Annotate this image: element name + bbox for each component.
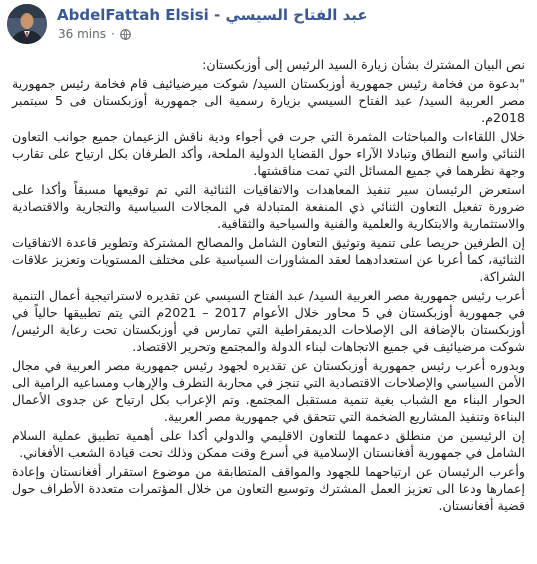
post-text [12,56,525,516]
post-meta [58,27,131,41]
post-paragraph: "بدعوة من فخامة رئيس جمهورية أوزبكستان السيد/ شوكت ميرضيائيف قام فخامة رئيس جمهورية مصر العربية السيد/ عبد الفتاح السيسي بزيارة رسمية الى جمهورية أوزبكستان فى 5 سبتمبر 2018م. [12,76,525,125]
post-paragraph: وبدوره أعرب رئيس جمهورية أوزبكستان عن تقديره لجهود رئيس جمهورية مصر العربية في مجال الأمن السياسي والإصلاحات الاقتصادية التي تنجز في محاربة التطرف والإرهاب ومساعيه الرامية الى الحوار البناء مع الشباب بغية تنمية مستقبل المجتمع. وتم الإعراب بكل ارتياح عن جدوى الأعمال البناءة وتنفيذ المشاريع الضخمة التي تتحقق في جمهورية مصر العربية. [12,358,525,424]
post-paragraph: خلال اللقاءات والمباحثات المثمرة التي جرت في أجواء ودية ناقش الزعيمان جميع جوانب التعاون الثنائي واسع النطاق وتبادلا الآراء حول القضايا الدولية الملحة، وأكد الطرفان بكل ارتياح على تقارب وجهة نظرهما في جميع المسائل التي تمت مناقشتها. [12,129,525,178]
avatar[interactable] [7,4,47,44]
author-name[interactable]: AbdelFattah Elsisi - عبد الفتاح السيسي [57,6,368,24]
globe-icon[interactable] [120,29,131,40]
profile-photo [7,4,47,44]
post-paragraph: نص البيان المشترك بشأن زيارة السيد الرئيس إلى أوزبكستان: [202,57,525,72]
post-paragraph: إن الرئيسين من منطلق دعمهما للتعاون الاقليمي والدولي أكدا على أهمية تطبيق عملية السلام الشامل في جمهورية أفغانستان الإسلامية في أسرع وقت ممكن وذلك تحت قيادة الشعب الأفغاني. [12,428,525,460]
separator-dot: · [110,27,115,41]
post-paragraph: وأعرب الرئيسان عن ارتياحهما للجهود والمواقف المتطابقة من موضوع استقرار أفغانستان وإعادة إعمارها ودعا الى تعزيز العمل المشترك وتوسيع التعاون من خلال المؤتمرات متعددة الأطراف حول قضية أفغانستان. [12,464,525,513]
timestamp[interactable]: 36 mins [58,27,106,41]
post-paragraph: استعرض الرئيسان سير تنفيذ المعاهدات والاتفاقيات الثنائية التي تم توقيعها مسبقاً وأكدا على ضرورة تفعيل التعاون الثنائي ذي المنفعة المتبادلة في المجالات السياسية والتجارية والاقتصادية والاستثمارية والابتكارية والعلمية والفنية والسياحية والثقافية. [12,182,525,231]
post-paragraph: أعرب رئيس جمهورية مصر العربية السيد/ عبد الفتاح السيسي عن تقديره لاستراتيجية أعمال التنمية في جمهورية أوزبكستان في 5 محاور خلال الأعوام 2017 – 2021م التي يتم تطبيقها حالياً في أوزبكستان بالإضافة الى الإصلاحات الديمقراطية التي تمارس في أوزبكستان تحت رعاية الرئيس/ شوكت مرضيائيف في جميع الاتجاهات لبناء الدولة والمجتمع وتحرير الاقتصاد. [12,288,526,354]
post-paragraph: إن الطرفين حريصا على تنمية وتوثيق التعاون الشامل والمصالح المشتركة وتطوير قاعدة الاتفاقيات الثنائية، كما أعربا عن استعدادهما لعقد المشاورات السياسية على مختلف المستويات وتعزيز علاقات الشراكة. [12,235,525,284]
